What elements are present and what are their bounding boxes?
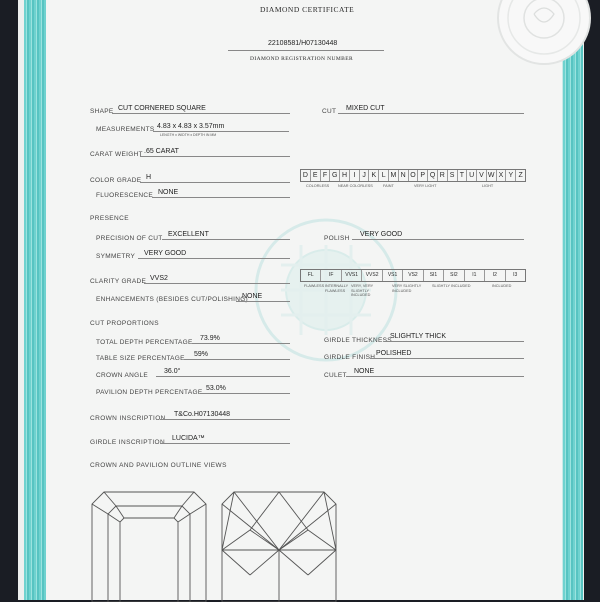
registration-number: 22108581/H07130448 — [268, 40, 338, 47]
color-scale-cell: V — [477, 170, 487, 181]
culet-value: NONE — [354, 368, 375, 375]
total-depth-label: TOTAL DEPTH PERCENTAGE — [96, 339, 193, 346]
clarity-group-vvs: VERY, VERY SLIGHTLY INCLUDED — [351, 284, 374, 297]
color-scale-cell: Z — [518, 172, 523, 179]
crown-angle-line — [156, 376, 290, 377]
color-scale-cell: Y — [506, 170, 516, 181]
presence-section-label: PRESENCE — [90, 215, 129, 222]
clarity-label: CLARITY GRADE — [90, 278, 147, 285]
color-group-very-light: VERY LIGHT — [414, 184, 437, 188]
clarity-group-flawless: FLAWLESS — [304, 284, 325, 288]
color-scale-cell: P — [418, 170, 428, 181]
cut-value: MIXED CUT — [346, 105, 385, 112]
clarity-scale-cell: VVS1 — [342, 270, 362, 281]
color-scale-cell: X — [497, 170, 507, 181]
enhancements-label: ENHANCEMENTS (BESIDES CUT/POLISHING) — [96, 296, 249, 303]
crown-inscription-line — [160, 419, 290, 420]
enhancements-value: NONE — [242, 293, 263, 300]
fluorescence-line — [152, 197, 290, 198]
clarity-scale-cell: VS1 — [383, 270, 403, 281]
color-scale-cell: W — [487, 170, 497, 181]
color-group-colorless: COLORLESS — [306, 184, 330, 188]
girdle-finish-label: GIRDLE FINISH — [324, 354, 376, 361]
pavilion-depth-value: 53.0% — [206, 385, 226, 392]
clarity-scale-cell: I3 — [513, 272, 518, 278]
carat-value: .65 CARAT — [144, 148, 179, 155]
fluorescence-label: FLUORESCENCE — [96, 192, 154, 199]
shape-line — [112, 113, 290, 114]
color-group-near-colorless: NEAR COLORLESS — [338, 184, 373, 188]
pavilion-depth-line — [200, 393, 290, 394]
symmetry-label: SYMMETRY — [96, 253, 136, 260]
certificate-content — [46, 0, 562, 600]
girdle-thickness-label: GIRDLE THICKNESS — [324, 337, 392, 344]
color-scale-cell: F — [321, 170, 331, 181]
clarity-scale-cell: SI2 — [444, 270, 464, 281]
shape-label: SHAPE — [90, 108, 114, 115]
clarity-scale-cell: SI1 — [424, 270, 444, 281]
left-decorative-border — [24, 0, 47, 600]
color-scale-cell: I — [350, 170, 360, 181]
measurements-line — [153, 131, 289, 132]
culet-line — [346, 376, 524, 377]
measurements-label: MEASUREMENTS — [96, 126, 155, 133]
clarity-scale-cell: I2 — [485, 270, 505, 281]
cut-label: CUT — [322, 108, 337, 115]
embossed-seal — [486, 0, 598, 72]
crown-inscription-value: T&Co.H07130448 — [174, 411, 231, 418]
girdle-finish-line — [370, 358, 524, 359]
color-scale-cell: M — [389, 170, 399, 181]
polish-line — [352, 239, 524, 240]
total-depth-line — [192, 343, 290, 344]
color-scale-cell: G — [330, 170, 340, 181]
girdle-inscription-line — [160, 443, 290, 444]
outline-views-label: CROWN AND PAVILION OUTLINE VIEWS — [90, 462, 227, 469]
girdle-thickness-line — [384, 341, 524, 342]
registration-label: DIAMOND REGISTRATION NUMBER — [250, 56, 354, 62]
right-decorative-border — [562, 0, 583, 600]
color-scale — [300, 169, 526, 182]
shape-value: CUT CORNERED SQUARE — [118, 105, 206, 112]
color-scale-cell: H — [340, 170, 350, 181]
clarity-value: VVS2 — [150, 275, 168, 282]
precision-line — [162, 239, 290, 240]
color-group-light: LIGHT — [482, 184, 494, 188]
precision-value: EXCELLENT — [168, 231, 209, 238]
girdle-thickness-value: SLIGHTLY THICK — [390, 333, 447, 340]
girdle-finish-value: POLISHED — [376, 350, 412, 357]
color-scale-cell: N — [399, 170, 409, 181]
color-scale-cell: T — [458, 170, 468, 181]
crown-angle-value: 36.0° — [164, 368, 181, 375]
clarity-scale-cell: VVS2 — [362, 270, 382, 281]
certificate-title: DIAMOND CERTIFICATE — [260, 5, 355, 14]
color-scale-cell: J — [360, 170, 370, 181]
color-grade-line — [140, 182, 290, 183]
precision-label: PRECISION OF CUT — [96, 235, 163, 242]
color-scale-cell: O — [409, 170, 419, 181]
symmetry-line — [138, 258, 290, 259]
girdle-inscription-label: GIRDLE INSCRIPTION — [90, 439, 166, 446]
proportions-section-label: CUT PROPORTIONS — [90, 320, 159, 327]
measurements-value: 4.83 x 4.83 x 3.57mm — [157, 123, 225, 130]
fluorescence-value: NONE — [158, 189, 179, 196]
table-size-value: 59% — [194, 351, 209, 358]
crown-outline-diagram — [90, 490, 208, 602]
clarity-scale-cell: I1 — [465, 270, 485, 281]
clarity-scale-cell: IF — [321, 270, 341, 281]
color-scale-cell: L — [379, 170, 389, 181]
color-group-faint: FAINT — [383, 184, 394, 188]
color-scale-cell: E — [311, 170, 321, 181]
color-scale-cell: D — [301, 170, 311, 181]
polish-label: POLISH — [324, 235, 350, 242]
clarity-line — [144, 283, 290, 284]
color-scale-cell: Q — [428, 170, 438, 181]
crown-inscription-label: CROWN INSCRIPTION — [90, 415, 166, 422]
color-scale-cell: K — [369, 170, 379, 181]
carat-line — [140, 156, 290, 157]
clarity-group-si: SLIGHTLY INCLUDED — [432, 284, 471, 288]
color-scale-cell: S — [448, 170, 458, 181]
clarity-scale-cell: FL — [301, 270, 321, 281]
pavilion-outline-diagram — [220, 490, 338, 602]
enhancements-line — [236, 301, 290, 302]
culet-label: CULET — [324, 372, 347, 379]
clarity-scale-cell: VS2 — [403, 270, 423, 281]
color-scale-cell: R — [438, 170, 448, 181]
color-scale-cell: U — [467, 170, 477, 181]
total-depth-value: 73.9% — [200, 335, 220, 342]
clarity-group-internally-flawless: INTERNALLY FLAWLESS — [325, 284, 349, 293]
cut-line — [338, 113, 524, 114]
table-size-line — [184, 359, 290, 360]
symmetry-value: VERY GOOD — [144, 250, 187, 257]
measurements-sub: LENGTH x WIDTH x DEPTH IN MM — [160, 133, 217, 137]
carat-label: CARAT WEIGHT — [90, 151, 143, 158]
clarity-group-included: INCLUDED — [492, 284, 512, 288]
pavilion-depth-label: PAVILION DEPTH PERCENTAGE — [96, 389, 203, 396]
clarity-scale — [300, 269, 526, 282]
crown-angle-label: CROWN ANGLE — [96, 372, 149, 379]
clarity-group-vs: VERY SLIGHTLY INCLUDED — [392, 284, 422, 293]
girdle-inscription-value: LUCIDA™ — [172, 435, 205, 442]
polish-value: VERY GOOD — [360, 231, 403, 238]
registration-line — [228, 50, 384, 51]
table-size-label: TABLE SIZE PERCENTAGE — [96, 355, 185, 362]
color-grade-label: COLOR GRADE — [90, 177, 142, 184]
color-grade-value: H — [146, 174, 152, 181]
